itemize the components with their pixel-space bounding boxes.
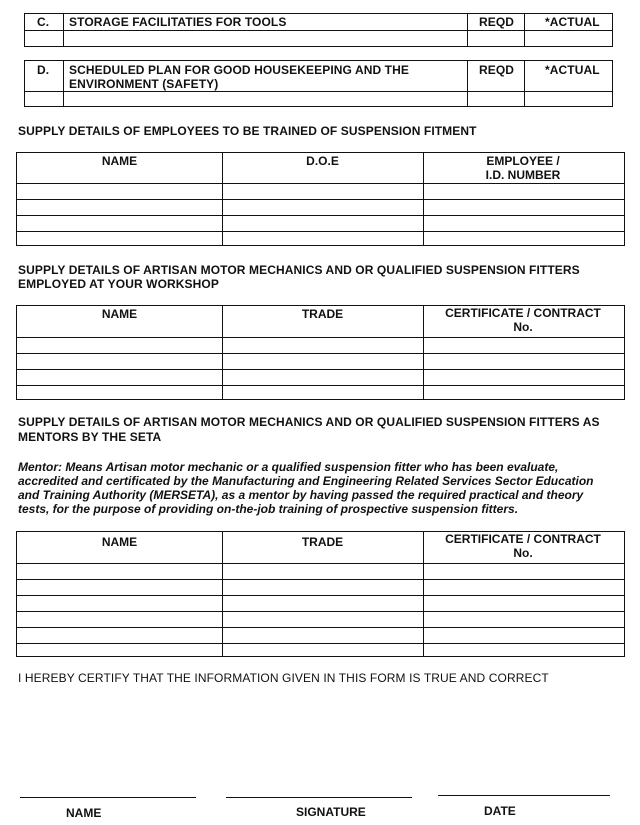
section2-heading-line2: EMPLOYED AT YOUR WORKSHOP — [18, 277, 219, 291]
mentor-line: tests, for the purpose of providing on-the-job training of prospective suspension fitters. — [18, 502, 519, 516]
col-header-certificate: CERTIFICATE / CONTRACT — [445, 306, 601, 320]
signature-line — [226, 797, 412, 798]
date-line — [438, 795, 610, 796]
col-header-trade: TRADE — [301, 307, 344, 321]
col-header-name: NAME — [101, 154, 138, 168]
mentors-table — [16, 531, 625, 657]
box-d-title-line1: SCHEDULED PLAN FOR GOOD HOUSEKEEPING AND THE — [69, 63, 409, 77]
box-d-actual: *ACTUAL — [545, 63, 600, 77]
col-header-doe: D.O.E — [306, 154, 339, 168]
mentor-line: and Training Authority (MERSETA), as a mentor by having passed the required practical and theory — [18, 488, 584, 502]
box-d-reqd: REQD — [479, 63, 515, 77]
certification-statement: I HEREBY CERTIFY THAT THE INFORMATION GIVEN IN THIS FORM IS TRUE AND CORRECT — [18, 671, 549, 685]
artisans-table — [16, 305, 625, 400]
employees-table — [16, 152, 625, 246]
col-header-employee: EMPLOYEE / — [486, 154, 560, 168]
box-d — [24, 60, 613, 107]
section3-heading-line2: MENTORS BY THE SETA — [18, 430, 162, 444]
date-label: DATE — [484, 804, 516, 818]
box-c-letter: C. — [37, 15, 50, 29]
signature-label: SIGNATURE — [296, 805, 366, 819]
mentor-line: accredited and certificated by the Manufacturing and Engineering Related Services Sector Education — [18, 474, 594, 488]
col-header-no: No. — [513, 546, 533, 560]
section1-heading: SUPPLY DETAILS OF EMPLOYEES TO BE TRAINED OF SUSPENSION FITMENT — [18, 124, 477, 138]
name-line — [20, 797, 196, 798]
box-c-actual: *ACTUAL — [545, 15, 600, 29]
col-header-name: NAME — [101, 535, 138, 549]
col-header-certificate: CERTIFICATE / CONTRACT — [445, 532, 601, 546]
mentor-line: Mentor: Means Artisan motor mechanic or a qualified suspension fitter who has been evaluate, — [18, 460, 559, 474]
col-header-name: NAME — [101, 307, 138, 321]
col-header-id-number: I.D. NUMBER — [485, 168, 561, 182]
section3-heading-line1: SUPPLY DETAILS OF ARTISAN MOTOR MECHANICS AND OR QUALIFIED SUSPENSION FITTERS AS — [18, 415, 600, 429]
col-header-no: No. — [513, 320, 533, 334]
mentor-definition — [18, 460, 628, 516]
col-header-trade: TRADE — [301, 535, 344, 549]
section2-heading-line1: SUPPLY DETAILS OF ARTISAN MOTOR MECHANICS AND OR QUALIFIED SUSPENSION FITTERS — [18, 263, 580, 277]
box-d-title-line2: ENVIRONMENT (SAFETY) — [69, 77, 219, 91]
box-c-reqd: REQD — [479, 15, 515, 29]
box-c — [24, 13, 613, 47]
name-label: NAME — [66, 806, 102, 820]
box-d-letter: D. — [37, 63, 50, 77]
box-c-title: STORAGE FACILITATIES FOR TOOLS — [69, 15, 287, 29]
